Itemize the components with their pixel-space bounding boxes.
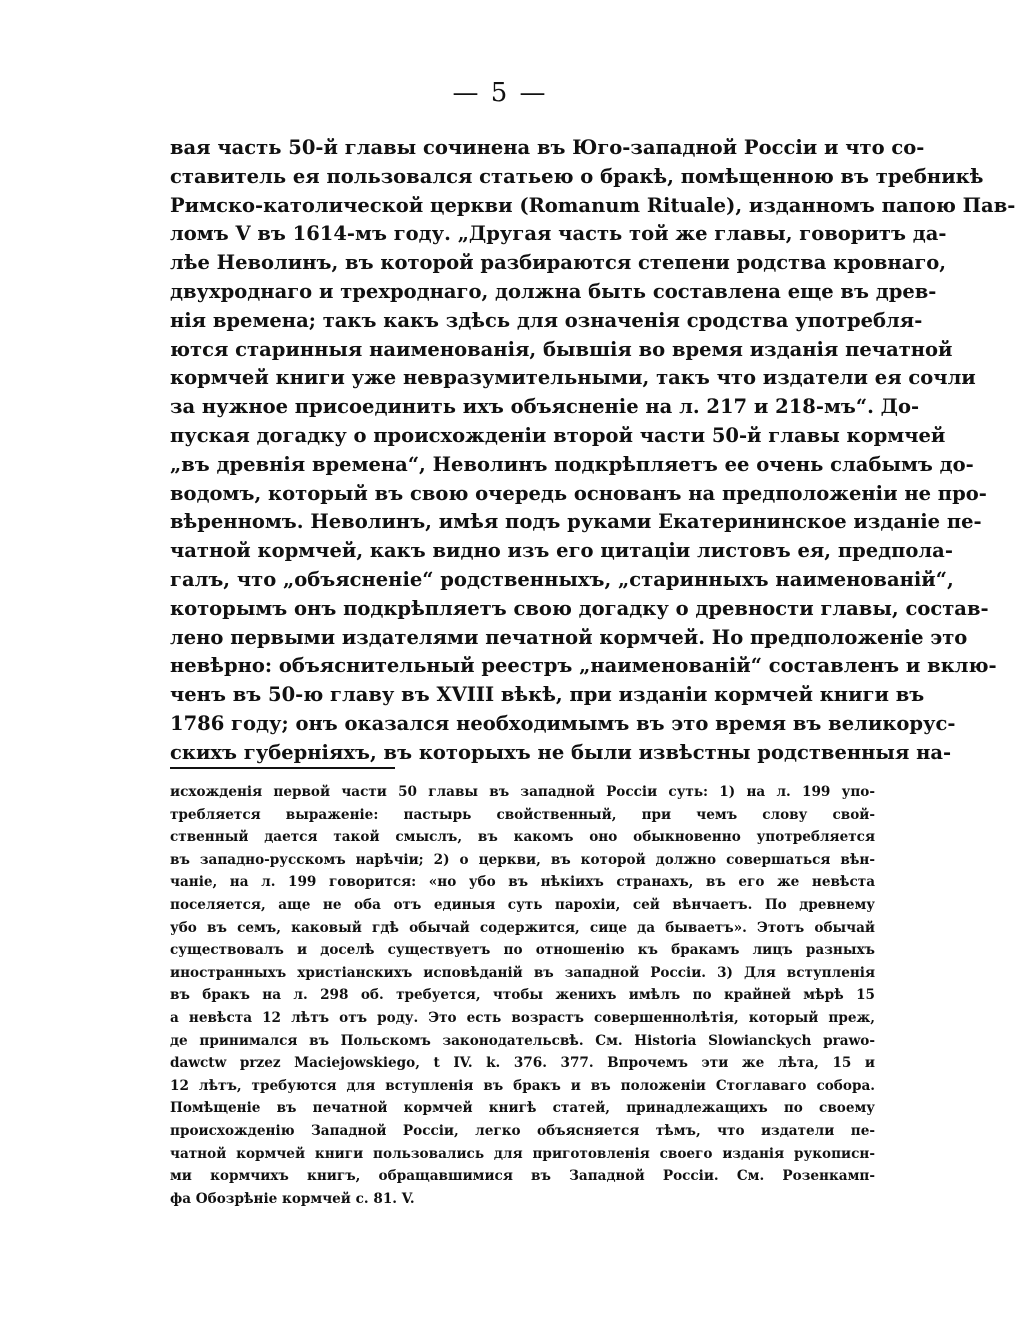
footnote-line: происхожденію Западной Россіи, легко объясняется тѣмъ, что издатели пе- xyxy=(170,1122,875,1139)
footnote-line: иностранныхъ христіанскихъ исповѣданій въ западной Россіи. 3) Для вступленія xyxy=(170,964,875,981)
main-text-line: лѣе Неволинъ, въ которой разбираются степени родства кровнаго, xyxy=(170,251,947,275)
footnote-line: убо въ семъ, каковый гдѣ обычай содержится, сице да бываетъ». Этотъ обычай xyxy=(170,919,875,936)
footnote-line: поселяется, аще не оба отъ единыя суть парохіи, сей вѣнчаетъ. По древнему xyxy=(170,896,875,913)
main-text-line: чатной кормчей, какъ видно изъ его цитаціи листовъ ея, предпола- xyxy=(170,539,953,563)
page-number: — 5 — xyxy=(452,78,548,108)
main-text-line: галъ, что „объясненіе“ родственныхъ, „старинныхъ наименованій“, xyxy=(170,567,954,591)
main-text-line: ломъ V въ 1614-мъ году. „Другая часть той же главы, говоритъ да- xyxy=(170,222,947,246)
main-text-line: ставитель ея пользовался статьею о бракѣ, помѣщенною въ требникѣ xyxy=(170,164,984,188)
main-text-line: которымъ онъ подкрѣпляетъ свою догадку о древности главы, состав- xyxy=(170,596,989,620)
main-text-line: пуская догадку о происхожденіи второй части 50-й главы кормчей xyxy=(170,423,946,447)
footnote-line: въ западно-русскомъ нарѣчіи; 2) о церкви, въ которой должно совершаться вѣн- xyxy=(170,851,875,868)
footnote-line: а невѣста 12 лѣтъ отъ роду. Это есть возрастъ совершеннолѣтія, который преж, xyxy=(170,1009,875,1026)
footnote-separator xyxy=(170,767,395,769)
footnote-line: чатной кормчей книги пользовались для приготовленія своего изданія рукописн- xyxy=(170,1145,875,1162)
footnote-line: де принимался въ Польскомъ законодательсвѣ. См. Historia Slowianckych prawo- xyxy=(170,1032,875,1049)
main-text-line: ченъ въ 50-ю главу въ XVIII вѣкѣ, при изданіи кормчей книги въ xyxy=(170,683,925,707)
main-text-line: Римско-католической церкви (Romanum Rituale), изданномъ папою Пав- xyxy=(170,193,1015,217)
footnote-line: фа Обозрѣніе кормчей с. 81. V. xyxy=(170,1190,415,1207)
main-text-line: вѣренномъ. Неволинъ, имѣя подъ руками Екатерининское изданіе пе- xyxy=(170,510,982,534)
main-text-line: 1786 году; онъ оказался необходимымъ въ это время въ великорус- xyxy=(170,711,956,735)
main-text-line: скихъ губерніяхъ, въ которыхъ не были извѣстны родственныя на- xyxy=(170,740,952,764)
main-text-line: „въ древнія времена“, Неволинъ подкрѣпляетъ ее очень слабымъ до- xyxy=(170,452,974,476)
main-text-line: за нужное присоединить ихъ объясненіе на л. 217 и 218-мъ“. До- xyxy=(170,395,920,419)
footnote-line: dawctw przez Maciejowskiego, t IV. k. 376. 377. Впрочемъ эти же лѣта, 15 и xyxy=(170,1055,875,1072)
main-text-body xyxy=(170,134,1015,768)
footnote-line: существовалъ и доселѣ существуетъ по отношенію къ бракамъ лицъ разныхъ xyxy=(170,942,875,959)
main-text-line: ются старинныя наименованія, бывшія во время изданія печатной xyxy=(170,337,953,361)
footnote-line: ственный дается такой смыслъ, въ какомъ оно обыкновенно употребляется xyxy=(170,829,875,846)
main-text-line: невѣрно: объяснительный реестръ „наименованій“ составленъ и вклю- xyxy=(170,654,997,678)
main-text-line: лено первыми издателями печатной кормчей. Но предположеніе это xyxy=(170,625,968,649)
footnote-line: исхожденія первой части 50 главы въ западной Россіи суть: 1) на л. 199 упо- xyxy=(170,784,875,800)
main-text-line: нія времена; такъ какъ здѣсь для означенія сродства употребля- xyxy=(170,308,923,332)
footnote-line: ми кормчихъ книгъ, обращавшимися въ Западной Россіи. См. Розенкамп- xyxy=(170,1168,875,1185)
footnote-line: Помѣщеніе въ печатной кормчей книгѣ статей, принадлежащихъ по своему xyxy=(170,1100,875,1117)
footnote-line: въ бракъ на л. 298 об. требуется, чтобы женихъ имѣлъ по крайней мѣрѣ 15 xyxy=(170,987,875,1004)
main-text-line: кормчей книги уже невразумительными, такъ что издатели ея сочли xyxy=(170,366,976,390)
main-text-line: вая часть 50-й главы сочинена въ Юго-западной Россіи и что со- xyxy=(170,136,925,159)
footnote-line: требляется выраженіе: пастырь свойственный, при чемъ слову свой- xyxy=(170,806,875,823)
main-text-line: двухроднаго и трехроднаго, должна быть составлена еще въ древ- xyxy=(170,279,937,303)
footnote-line: чаніе, на л. 199 говорится: «но убо въ нѣкіихъ странахъ, въ его же невѣста xyxy=(170,874,875,891)
footnote-line: 12 лѣтъ, требуются для вступленія въ бракъ и въ положеніи Стоглаваго собора. xyxy=(170,1077,875,1094)
footnote-body xyxy=(170,781,875,1210)
main-text-line: водомъ, который въ свою очередь основанъ на предположеніи не про- xyxy=(170,481,987,505)
